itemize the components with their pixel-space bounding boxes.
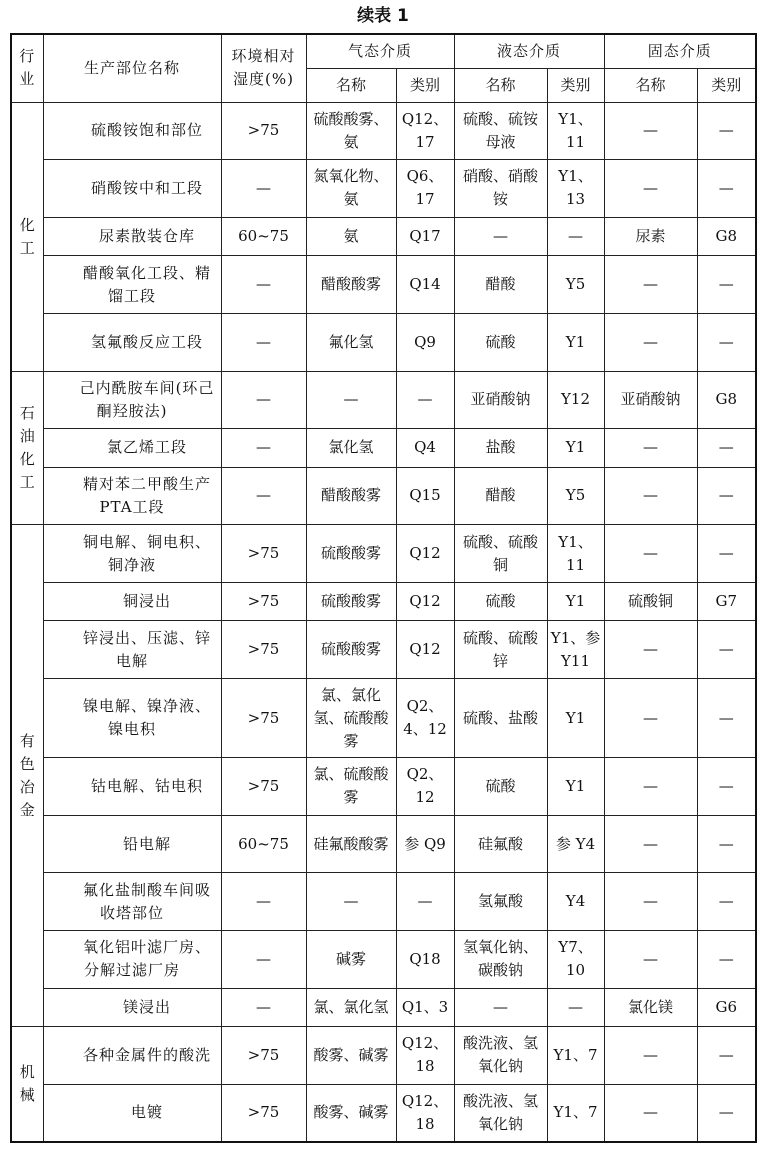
cell-gas-type: — — [396, 371, 454, 429]
cell-liquid-type: Y5 — [547, 256, 604, 314]
cell-solid-name: 尿素 — [604, 217, 697, 255]
cell-name: 尿素散装仓库 — [43, 217, 221, 255]
cell-gas-type: Q2、12 — [396, 758, 454, 816]
table-row — [11, 102, 756, 160]
cell-gas-name: 醋酸酸雾 — [306, 256, 396, 314]
cell-gas-type: — — [396, 873, 454, 931]
cell-name: 精对苯二甲酸生产PTA工段 — [43, 467, 221, 525]
cell-gas-name: 硫酸酸雾、氨 — [306, 102, 396, 160]
header-solid-name: 名称 — [604, 68, 697, 102]
cell-liquid-name: 酸洗液、氢氧化钠 — [454, 1027, 547, 1085]
cell-solid-type: — — [697, 679, 756, 758]
table-row — [11, 1027, 756, 1085]
cell-name: 醋酸氧化工段、精馏工段 — [43, 256, 221, 314]
cell-gas-type: Q12 — [396, 621, 454, 679]
header-liquid-name: 名称 — [454, 68, 547, 102]
cell-gas-name: 硫酸酸雾 — [306, 525, 396, 583]
cell-solid-type: — — [697, 815, 756, 873]
cell-gas-type: Q6、17 — [396, 160, 454, 218]
cell-gas-name: 氯化氢 — [306, 429, 396, 467]
cell-name: 氯乙烯工段 — [43, 429, 221, 467]
cell-liquid-name: 氢氧化钠、碳酸钠 — [454, 931, 547, 989]
cell-humidity: — — [221, 931, 306, 989]
cell-humidity: >75 — [221, 582, 306, 620]
cell-liquid-type: Y1 — [547, 679, 604, 758]
cell-solid-name: — — [604, 160, 697, 218]
cell-solid-name: — — [604, 102, 697, 160]
table-row — [11, 256, 756, 314]
table-row — [11, 160, 756, 218]
cell-solid-name: — — [604, 679, 697, 758]
cell-liquid-type: Y1 — [547, 758, 604, 816]
industry-cell: 有 色 冶 金 — [11, 525, 43, 1027]
table-row — [11, 582, 756, 620]
cell-gas-type: Q14 — [396, 256, 454, 314]
cell-gas-name: 酸雾、碱雾 — [306, 1084, 396, 1142]
cell-liquid-name: 酸洗液、氢氧化钠 — [454, 1084, 547, 1142]
cell-gas-name: — — [306, 371, 396, 429]
cell-humidity: >75 — [221, 102, 306, 160]
industry-cell: 机 械 — [11, 1027, 43, 1142]
cell-liquid-name: — — [454, 988, 547, 1026]
table-row — [11, 621, 756, 679]
cell-liquid-name: 硫酸、盐酸 — [454, 679, 547, 758]
cell-solid-type: — — [697, 1084, 756, 1142]
cell-gas-name: 氮氧化物、氨 — [306, 160, 396, 218]
cell-liquid-type: Y5 — [547, 467, 604, 525]
cell-gas-type: Q12、18 — [396, 1084, 454, 1142]
cell-humidity: — — [221, 160, 306, 218]
cell-liquid-name: 硅氟酸 — [454, 815, 547, 873]
cell-name: 氟化盐制酸车间吸收塔部位 — [43, 873, 221, 931]
cell-humidity: — — [221, 429, 306, 467]
cell-gas-type: 参 Q9 — [396, 815, 454, 873]
cell-solid-name: — — [604, 873, 697, 931]
cell-gas-name: 酸雾、碱雾 — [306, 1027, 396, 1085]
cell-humidity: >75 — [221, 679, 306, 758]
header-gas-name: 名称 — [306, 68, 396, 102]
cell-gas-type: Q2、4、12 — [396, 679, 454, 758]
cell-solid-type: — — [697, 256, 756, 314]
cell-solid-name: 氯化镁 — [604, 988, 697, 1026]
cell-solid-type: — — [697, 467, 756, 525]
cell-gas-name: 氟化氢 — [306, 313, 396, 371]
cell-humidity: >75 — [221, 1084, 306, 1142]
cell-liquid-type: Y7、10 — [547, 931, 604, 989]
cell-gas-type: Q12 — [396, 582, 454, 620]
cell-gas-name: 碱雾 — [306, 931, 396, 989]
cell-liquid-type: Y1、11 — [547, 102, 604, 160]
cell-solid-type: G8 — [697, 371, 756, 429]
cell-name: 电镀 — [43, 1084, 221, 1142]
cell-liquid-name: 硫酸、硫酸锌 — [454, 621, 547, 679]
cell-liquid-type: 参 Y4 — [547, 815, 604, 873]
cell-liquid-name: 醋酸 — [454, 256, 547, 314]
cell-liquid-name: 氢氟酸 — [454, 873, 547, 931]
cell-gas-type: Q9 — [396, 313, 454, 371]
cell-liquid-name: 硫酸 — [454, 582, 547, 620]
cell-humidity: >75 — [221, 1027, 306, 1085]
cell-solid-type: G7 — [697, 582, 756, 620]
header-industry: 行业 — [11, 34, 43, 102]
cell-gas-name: 硫酸酸雾 — [306, 582, 396, 620]
table-row — [11, 371, 756, 429]
cell-name: 各种金属件的酸洗 — [43, 1027, 221, 1085]
cell-liquid-type: Y1、13 — [547, 160, 604, 218]
cell-solid-type: — — [697, 758, 756, 816]
cell-gas-type: Q17 — [396, 217, 454, 255]
cell-solid-type: — — [697, 429, 756, 467]
table-row — [11, 1084, 756, 1142]
cell-solid-name: — — [604, 429, 697, 467]
cell-solid-type: — — [697, 160, 756, 218]
table-row — [11, 217, 756, 255]
cell-liquid-name: 硝酸、硝酸铵 — [454, 160, 547, 218]
cell-liquid-type: Y1、7 — [547, 1084, 604, 1142]
cell-humidity: >75 — [221, 621, 306, 679]
cell-solid-name: — — [604, 1027, 697, 1085]
cell-liquid-type: Y4 — [547, 873, 604, 931]
cell-humidity: — — [221, 371, 306, 429]
cell-gas-name: 氯、氯化氢、硫酸酸雾 — [306, 679, 396, 758]
cell-liquid-type: — — [547, 217, 604, 255]
header-liquid: 液态介质 — [454, 34, 604, 68]
corrosive-media-table — [10, 33, 757, 1143]
cell-humidity: >75 — [221, 758, 306, 816]
table-row — [11, 525, 756, 583]
cell-solid-type: — — [697, 1027, 756, 1085]
cell-name: 氧化铝叶滤厂房、分解过滤厂房 — [43, 931, 221, 989]
cell-liquid-name: 亚硝酸钠 — [454, 371, 547, 429]
table-row — [11, 873, 756, 931]
cell-name: 镍电解、镍净液、镍电积 — [43, 679, 221, 758]
cell-solid-type: — — [697, 525, 756, 583]
cell-solid-type: — — [697, 931, 756, 989]
cell-humidity: — — [221, 467, 306, 525]
cell-humidity: 60~75 — [221, 815, 306, 873]
cell-solid-name: — — [604, 758, 697, 816]
cell-solid-name: — — [604, 525, 697, 583]
cell-liquid-type: Y1、11 — [547, 525, 604, 583]
cell-gas-name: — — [306, 873, 396, 931]
cell-gas-type: Q12、17 — [396, 102, 454, 160]
cell-liquid-name: 硫酸、硫酸铜 — [454, 525, 547, 583]
cell-name: 硫酸铵饱和部位 — [43, 102, 221, 160]
cell-humidity: — — [221, 988, 306, 1026]
cell-gas-name: 氯、氯化氢 — [306, 988, 396, 1026]
cell-solid-name: — — [604, 313, 697, 371]
cell-liquid-name: 硫酸、硫铵母液 — [454, 102, 547, 160]
cell-solid-name: — — [604, 1084, 697, 1142]
cell-gas-type: Q1、3 — [396, 988, 454, 1026]
cell-solid-type: — — [697, 621, 756, 679]
cell-gas-name: 氨 — [306, 217, 396, 255]
cell-humidity: >75 — [221, 525, 306, 583]
cell-solid-type: G8 — [697, 217, 756, 255]
cell-solid-name: — — [604, 931, 697, 989]
cell-solid-name: — — [604, 256, 697, 314]
cell-gas-name: 硅氟酸酸雾 — [306, 815, 396, 873]
table-row — [11, 758, 756, 816]
cell-gas-name: 氯、硫酸酸雾 — [306, 758, 396, 816]
cell-liquid-type: Y12 — [547, 371, 604, 429]
table-row — [11, 988, 756, 1026]
cell-name: 钴电解、钴电积 — [43, 758, 221, 816]
cell-name: 镁浸出 — [43, 988, 221, 1026]
cell-solid-name: 亚硝酸钠 — [604, 371, 697, 429]
cell-gas-type: Q12 — [396, 525, 454, 583]
cell-solid-name: 硫酸铜 — [604, 582, 697, 620]
cell-solid-type: G6 — [697, 988, 756, 1026]
cell-liquid-name: 盐酸 — [454, 429, 547, 467]
cell-humidity: — — [221, 256, 306, 314]
cell-humidity: 60~75 — [221, 217, 306, 255]
cell-solid-name: — — [604, 467, 697, 525]
cell-gas-type: Q18 — [396, 931, 454, 989]
header-gas-type: 类别 — [396, 68, 454, 102]
cell-gas-name: 醋酸酸雾 — [306, 467, 396, 525]
cell-gas-type: Q12、18 — [396, 1027, 454, 1085]
cell-solid-name: — — [604, 621, 697, 679]
header-name: 生产部位名称 — [43, 34, 221, 102]
cell-solid-name: — — [604, 815, 697, 873]
cell-liquid-type: Y1 — [547, 313, 604, 371]
cell-solid-type: — — [697, 313, 756, 371]
cell-name: 铜电解、铜电积、铜净液 — [43, 525, 221, 583]
cell-gas-name: 硫酸酸雾 — [306, 621, 396, 679]
cell-liquid-type: Y1 — [547, 582, 604, 620]
cell-name: 锌浸出、压滤、锌电解 — [43, 621, 221, 679]
table-row — [11, 313, 756, 371]
cell-gas-type: Q15 — [396, 467, 454, 525]
table-row — [11, 429, 756, 467]
header-gas: 气态介质 — [306, 34, 454, 68]
cell-liquid-type: Y1、7 — [547, 1027, 604, 1085]
cell-solid-type: — — [697, 102, 756, 160]
cell-liquid-type: Y1、参Y11 — [547, 621, 604, 679]
cell-liquid-name: 醋酸 — [454, 467, 547, 525]
cell-liquid-type: — — [547, 988, 604, 1026]
cell-name: 铜浸出 — [43, 582, 221, 620]
cell-name: 氢氟酸反应工段 — [43, 313, 221, 371]
cell-liquid-type: Y1 — [547, 429, 604, 467]
header-liquid-type: 类别 — [547, 68, 604, 102]
cell-liquid-name: — — [454, 217, 547, 255]
cell-name: 铅电解 — [43, 815, 221, 873]
cell-name: 硝酸铵中和工段 — [43, 160, 221, 218]
cell-humidity: — — [221, 873, 306, 931]
header-solid-type: 类别 — [697, 68, 756, 102]
table-row — [11, 679, 756, 758]
cell-liquid-name: 硫酸 — [454, 313, 547, 371]
industry-cell: 化 工 — [11, 102, 43, 371]
table-caption: 续表 1 — [357, 6, 409, 26]
industry-cell: 石 油 化 工 — [11, 371, 43, 525]
header-humidity: 环境相对湿度(%) — [221, 34, 306, 102]
header-solid: 固态介质 — [604, 34, 756, 68]
table-row — [11, 931, 756, 989]
cell-solid-type: — — [697, 873, 756, 931]
cell-name: 己内酰胺车间(环己酮羟胺法) — [43, 371, 221, 429]
cell-liquid-name: 硫酸 — [454, 758, 547, 816]
cell-gas-type: Q4 — [396, 429, 454, 467]
cell-humidity: — — [221, 313, 306, 371]
table-row — [11, 815, 756, 873]
table-row — [11, 467, 756, 525]
